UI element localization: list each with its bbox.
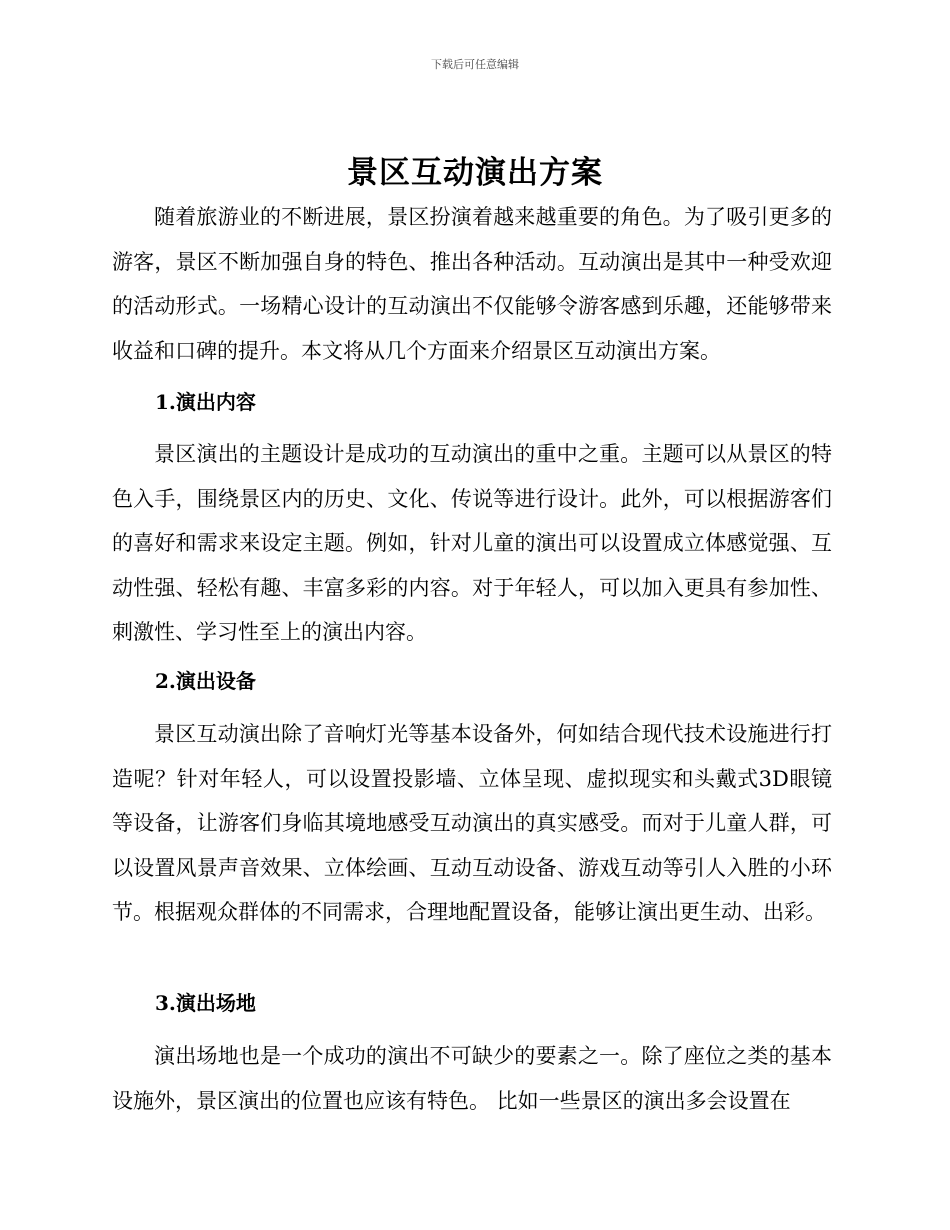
section-paragraph-equipment: 景区互动演出除了音响灯光等基本设备外，何如结合现代技术设施进行打造呢？针对年轻人，可以设置投影墙、立体呈现、虚拟现实和头戴式3D眼镜等设备，让游客们身临其境地感受互动演出的真实感受。而对于儿童人群，可以设置风景声音效果、立体绘画、互动互动设备、游戏互动等引人入胜的小环节。根据观众群体的不同需求，合理地配置设备，能够让演出更生动、出彩。	[112, 722, 832, 924]
section-paragraph-content: 景区演出的主题设计是成功的互动演出的重中之重。主题可以从景区的特色入手，围绕景区内的历史、文化、传说等进行设计。此外，可以根据游客们的喜好和需求来设定主题。例如，针对儿童的演出可以设置成立体感觉强、互动性强、轻松有趣、丰富多彩的内容。对于年轻人，可以加入更具有参加性、刺激性、学习性至上的演出内容。	[112, 442, 832, 644]
section-heading-equipment: 2.演出设备	[155, 669, 256, 693]
header-note: 下载后可任意编辑	[431, 58, 519, 71]
document-title: 景区互动演出方案	[347, 155, 603, 191]
section-paragraph-venue: 演出场地也是一个成功的演出不可缺少的要素之一。除了座位之类的基本设施外，景区演出的位置也应该有特色。 比如一些景区的演出多会设置在	[112, 1044, 832, 1113]
intro-paragraph: 随着旅游业的不断进展，景区扮演着越来越重要的角色。为了吸引更多的游客，景区不断加强自身的特色、推出各种活动。互动演出是其中一种受欢迎的活动形式。一场精心设计的互动演出不仅能够令游客感到乐趣，还能够带来收益和口碑的提升。本文将从几个方面来介绍景区互动演出方案。	[112, 205, 832, 363]
section-heading-content: 1.演出内容	[155, 390, 256, 414]
section-heading-venue: 3.演出场地	[155, 991, 256, 1015]
